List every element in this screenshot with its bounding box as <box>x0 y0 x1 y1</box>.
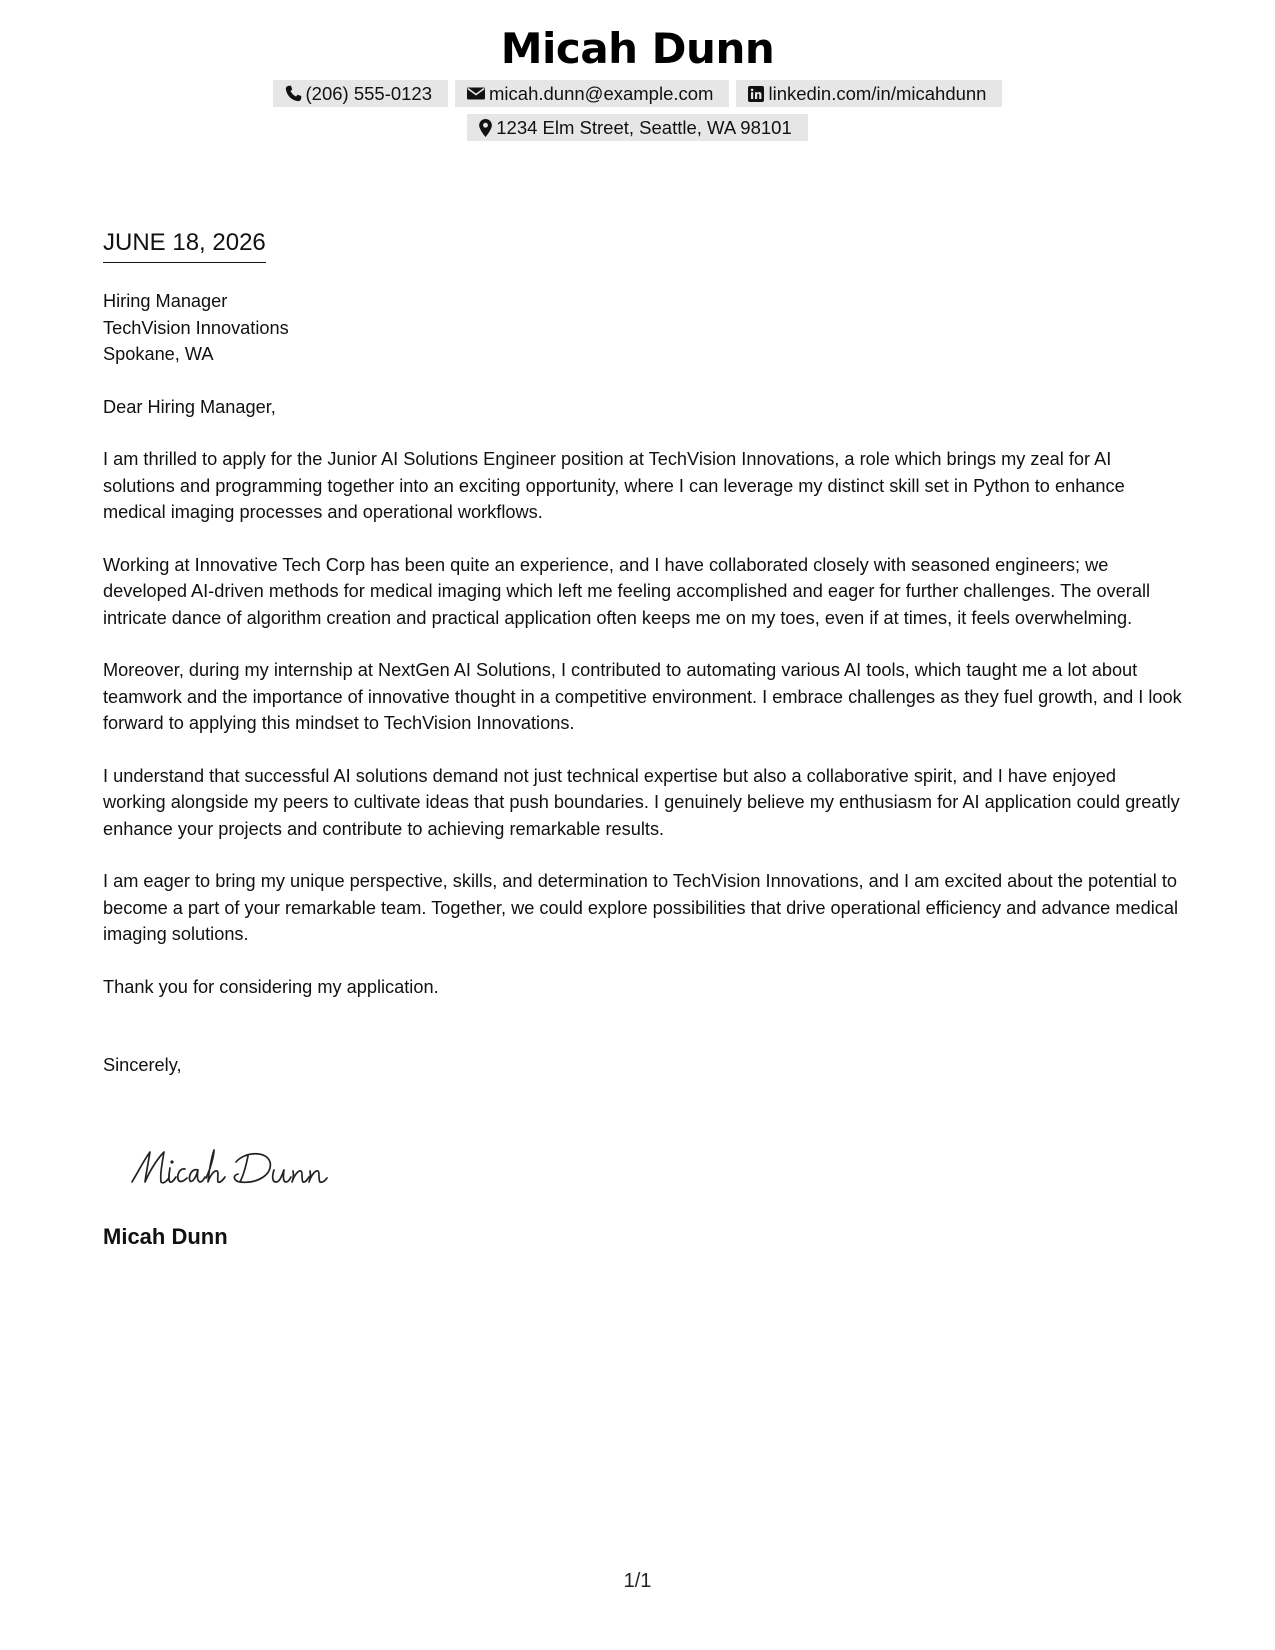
contact-row-secondary <box>0 114 1275 141</box>
envelope-icon <box>467 86 485 101</box>
email-text[interactable]: micah.dunn@example.com <box>489 82 714 104</box>
letter-header <box>0 18 1275 141</box>
signer-name: Micah Dunn <box>103 1224 228 1249</box>
contact-address <box>467 114 808 141</box>
closing-line: Sincerely, <box>103 1055 182 1075</box>
page-indicator: 1/1 <box>623 1570 652 1592</box>
paragraph-2: Working at Innovative Tech Corp has been quite an experience, and I have collaborated closely with seasoned engineers; we developed AI-driven methods for medical imaging which left me feeling accomplished and eager for further challenges. The overall intricate dance of algorithm creation and practical application often keeps me on my toes, even if at times, it feels overwhelming. <box>103 554 1151 628</box>
paragraph-3: Moreover, during my internship at NextGen AI Solutions, I contributed to automating various AI tools, which taught me a lot about teamwork and the importance of innovative thought in a competitive environment. I embrace challenges as they fuel growth, and I look forward to applying this mindset to TechVision Innovations. <box>103 660 1182 733</box>
contact-linkedin[interactable] <box>736 80 1002 107</box>
recipient-company: TechVision Innovations <box>103 317 289 338</box>
address-text: 1234 Elm Street, Seattle, WA 98101 <box>496 116 792 138</box>
paragraph-5: I am eager to bring my unique perspective, skills, and determination to TechVision Innovations, and I am excited about the potential to become a part of your remarkable team. Together, we could explore possibilities that drive operational efficiency and advance medical imaging solutions. <box>103 871 1179 944</box>
letter-date: JUNE 18, 2026 <box>103 228 266 263</box>
applicant-name: Micah Dunn <box>500 24 775 73</box>
contact-phone <box>273 80 449 107</box>
contact-email[interactable] <box>455 80 729 107</box>
paragraph-4: I understand that successful AI solutions demand not just technical expertise but also a collaborative spirit, and I have enjoyed working alongside my peers to cultivate ideas that push boundaries. I genuinely believe my enthusiasm for AI application could greatly enhance your projects and contribute to achieving remarkable results. <box>103 765 1180 839</box>
phone-icon <box>285 85 302 102</box>
handwritten-signature <box>128 1142 358 1194</box>
recipient-location: Spokane, WA <box>103 344 214 364</box>
recipient-title: Hiring Manager <box>103 291 228 311</box>
phone-text: (206) 555-0123 <box>305 82 433 104</box>
letter-body <box>103 288 1183 1079</box>
linkedin-text[interactable]: linkedin.com/in/micahdunn <box>768 82 987 104</box>
paragraph-1: I am thrilled to apply for the Junior AI Solutions Engineer position at TechVision Innovations, a role which brings my zeal for AI solutions and programming together into an exciting opportunity, where I can leverage my distinct skill set in Python to enhance medical imaging processes and operational workflows. <box>103 449 1125 522</box>
map-marker-icon <box>479 119 492 137</box>
recipient-block <box>103 288 1183 368</box>
thanks-line: Thank you for considering my application. <box>103 976 439 997</box>
contact-row-primary <box>0 80 1275 107</box>
salutation: Dear Hiring Manager, <box>103 396 276 417</box>
linkedin-icon <box>748 86 764 102</box>
